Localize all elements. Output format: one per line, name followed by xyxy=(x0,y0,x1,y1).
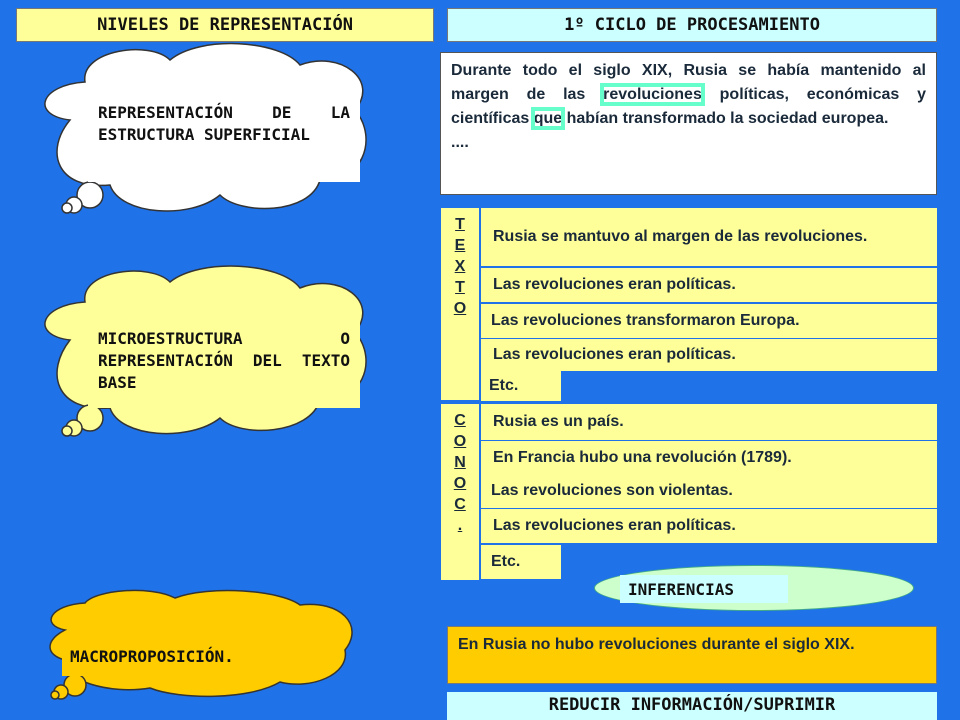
conoc-vertical-label xyxy=(441,404,479,580)
conoc-letter: O xyxy=(453,433,467,450)
left-header: NIVELES DE REPRESENTACIÓN xyxy=(16,8,434,42)
cloud-label-superficial: REPRESENTACIÓN DE LA ESTRUCTURA SUPERFICIAL xyxy=(88,96,360,182)
conoc-item-etc: Etc. xyxy=(481,545,561,579)
texto-letter: T xyxy=(455,279,465,296)
conoc-item: Las revoluciones son violentas. xyxy=(481,474,937,508)
texto-letter: O xyxy=(453,300,467,317)
texto-item-etc: Etc. xyxy=(481,371,561,401)
conoc-letter: C xyxy=(454,412,466,429)
passage-text-middle: políticas, económicas y científicas xyxy=(451,86,927,127)
highlight-que: que xyxy=(533,110,563,127)
macroproposition-box: En Rusia no hubo revoluciones durante el siglo XIX. xyxy=(447,626,937,684)
conoc-item: Las revoluciones eran políticas. xyxy=(481,509,937,543)
passage-text-before: Durante todo el siglo XIX, Rusia se había mantenido al margen de las xyxy=(451,62,926,103)
texto-item: Rusia se mantuvo al margen de las revoluciones. xyxy=(481,208,937,266)
texto-item: Las revoluciones transformaron Europa. xyxy=(481,304,937,338)
source-passage xyxy=(440,52,937,195)
conoc-item: Rusia es un país. xyxy=(481,404,937,440)
texto-vertical-label xyxy=(441,208,479,400)
texto-item: Las revoluciones eran políticas. xyxy=(481,339,937,371)
texto-item: Las revoluciones eran políticas. xyxy=(481,268,937,302)
texto-letter: T xyxy=(455,216,465,233)
highlight-revoluciones: revoluciones xyxy=(603,86,702,103)
conoc-letter: . xyxy=(457,517,463,534)
texto-letter: E xyxy=(454,237,466,254)
footer-label: REDUCIR INFORMACIÓN/SUPRIMIR xyxy=(447,692,937,720)
conoc-letter: O xyxy=(453,475,467,492)
cloud-label-microestructura: MICROESTRUCTURA O REPRESENTACIÓN DEL TEXTO BASE xyxy=(88,322,360,408)
inferencias-label: INFERENCIAS xyxy=(620,575,788,603)
cloud-label-macroproposicion: MACROPROPOSICIÓN. xyxy=(62,640,328,676)
conoc-letter: N xyxy=(454,454,466,471)
texto-letter: X xyxy=(454,258,466,275)
passage-ellipsis: .... xyxy=(451,134,469,151)
right-header: 1º CICLO DE PROCESAMIENTO xyxy=(447,8,937,42)
passage-text-after: habían transformado la sociedad europea. xyxy=(562,110,889,127)
conoc-letter: C xyxy=(454,496,466,513)
conoc-item: En Francia hubo una revolución (1789). xyxy=(481,441,937,475)
